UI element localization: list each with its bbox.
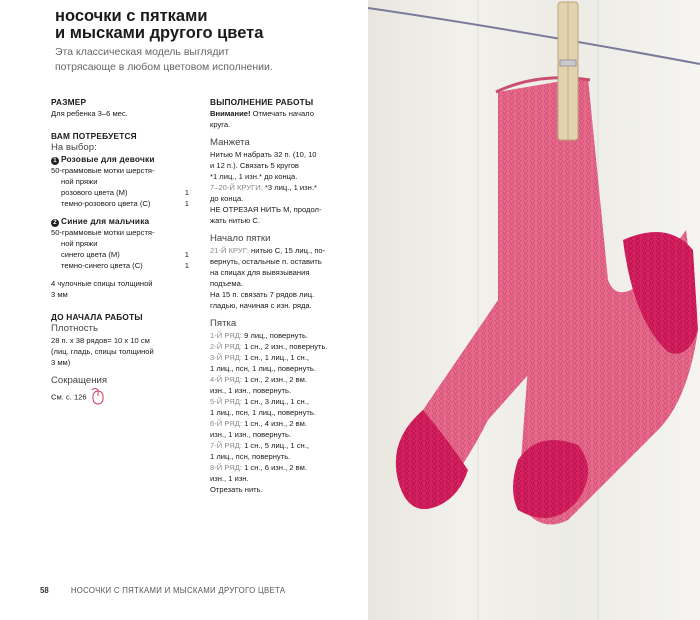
- size-heading: РАЗМЕР: [51, 97, 87, 107]
- title-line-2: и мысками другого цвета: [55, 24, 264, 42]
- option-2-title: [51, 216, 201, 227]
- heel-row: [210, 396, 360, 407]
- heel-row: [210, 407, 360, 418]
- row-text: 1 сн., 6 изн., 2 вм.: [241, 463, 307, 472]
- cuff-line: Нитью М набрать 32 п. (10, 10: [210, 150, 317, 159]
- option-2-yarn-2: ной пряжи: [61, 239, 98, 248]
- row-text: изн., 1 изн., повернуть.: [210, 386, 292, 395]
- color-qty: 1: [184, 199, 189, 208]
- row-text: 1 сн., 2 изн., 2 вм.: [241, 375, 307, 384]
- cut-thread-text: Отрезать нить.: [210, 485, 263, 494]
- option-2-label: Синие для мальчика: [61, 216, 150, 226]
- option-2-colors: [51, 238, 201, 271]
- row-text: 1 лиц., псн, 1 лиц., повернуть.: [210, 364, 316, 373]
- attention-line: [210, 108, 360, 119]
- heel-row: [210, 330, 360, 341]
- row-label: 2-Й РЯД:: [210, 342, 242, 351]
- materials-heading: ВАМ ПОТРЕБУЕТСЯ: [51, 131, 137, 141]
- option-1-color-1: [61, 187, 201, 198]
- option-1-color-2: [61, 198, 201, 209]
- row-label: 6-Й РЯД:: [210, 419, 242, 428]
- clothesline: [368, 8, 700, 64]
- color-name: розового цвета (М): [61, 188, 128, 197]
- option-2-color-2: [61, 260, 201, 271]
- row-label: 21-Й КРУГ:: [210, 246, 249, 255]
- row-text: изн., 1 изн.: [210, 474, 249, 483]
- color-name: темно-розового цвета (С): [61, 199, 151, 208]
- cuff-heading: Манжета: [210, 137, 250, 148]
- heel-row: [210, 462, 360, 473]
- density-label: Плотность: [51, 323, 98, 334]
- heel-start-line: подъема.: [210, 279, 243, 288]
- cuff-line: *1 лиц., 1 изн.* до конца.: [210, 172, 298, 181]
- intro-line-2: потрясающе в любом цветовом исполнении.: [55, 61, 273, 73]
- intro-text: [55, 45, 360, 75]
- color-name: темно-синего цвета (С): [61, 261, 143, 270]
- size-text: Для ребенка 3–6 мес.: [51, 109, 128, 118]
- before-heading: ДО НАЧАЛА РАБОТЫ: [51, 312, 143, 322]
- row-label: 5-Й РЯД:: [210, 397, 242, 406]
- page-footer: [40, 586, 285, 595]
- color-name: синего цвета (М): [61, 250, 120, 259]
- row-text: 1 сн., 1 лиц., 1 сн.,: [241, 353, 309, 362]
- row-label: 7-Й РЯД:: [210, 441, 242, 450]
- cuff-line: [210, 182, 360, 193]
- attention-bold: Внимание!: [210, 109, 251, 118]
- heel-row: [210, 440, 360, 451]
- row-text: 1 сн., 5 лиц., 1 сн.,: [241, 441, 309, 450]
- heel-row: [210, 473, 360, 484]
- heel-start-line: на спицах для вывязывания: [210, 268, 310, 277]
- row-label: 8-Й РЯД:: [210, 463, 242, 472]
- needles-text: 4 чулочные спицы толщиной: [51, 279, 153, 288]
- option-1-number: 1: [51, 157, 59, 165]
- row-text: 9 лиц., повернуть.: [241, 331, 309, 340]
- heel-row: [210, 363, 360, 374]
- mouse-icon: [91, 387, 105, 408]
- abbreviations-label: Сокращения: [51, 375, 108, 386]
- left-column: [51, 97, 201, 408]
- heel-heading: Пятка: [210, 318, 237, 329]
- heel-rows: [210, 330, 360, 484]
- sock-illustration: [368, 0, 700, 620]
- row-label: 4-Й РЯД:: [210, 375, 242, 384]
- abbreviations-page: См. с. 126: [51, 392, 87, 402]
- heel-row: [210, 352, 360, 363]
- heel-row: [210, 374, 360, 385]
- heel-start-heading: Начало пятки: [210, 233, 271, 244]
- row-text: 1 сн., 4 изн., 2 вм.: [241, 419, 307, 428]
- option-1-label: Розовые для девочки: [61, 154, 155, 164]
- abbreviations-ref[interactable]: [51, 387, 201, 408]
- cuff-line: и 12 п.). Связать 5 кругов: [210, 161, 299, 170]
- page-number: 58: [40, 586, 49, 595]
- row-text: 1 лиц., псн, повернуть.: [210, 452, 291, 461]
- cuff-line: НЕ ОТРЕЗАЯ НИТЬ М, продол-: [210, 205, 322, 214]
- density-text-2: (лиц. гладь, спицы толщиной: [51, 347, 154, 356]
- row-text: *3 лиц., 1 изн.*: [262, 183, 317, 192]
- sock-photo: [368, 0, 700, 620]
- heel-row: [210, 385, 360, 396]
- option-1-yarn-2: ной пряжи: [61, 177, 98, 186]
- intro-line-1: Эта классическая модель выглядит: [55, 46, 230, 58]
- density-text-1: 28 п. х 38 рядов= 10 х 10 см: [51, 336, 150, 345]
- heel-start-line: гладью, начиная с изн. ряда.: [210, 301, 312, 310]
- option-1-title: [51, 154, 201, 165]
- option-2-color-1: [61, 249, 201, 260]
- cuff-line: до конца.: [210, 194, 244, 203]
- heel-row: [210, 429, 360, 440]
- attention-line-2: круга.: [210, 120, 231, 129]
- row-label: 1-Й РЯД:: [210, 331, 242, 340]
- choice-label: На выбор:: [51, 142, 97, 153]
- color-qty: 1: [184, 250, 189, 259]
- work-heading: ВЫПОЛНЕНИЕ РАБОТЫ: [210, 97, 314, 107]
- title-line-1: носочки с пятками: [55, 7, 208, 25]
- needles-size: 3 мм: [51, 290, 68, 299]
- color-qty: 1: [184, 261, 189, 270]
- option-2-yarn: 50-граммовые мотки шерстя-: [51, 228, 155, 237]
- right-column: [210, 97, 360, 495]
- row-text: изн., 1 изн., повернуть.: [210, 430, 292, 439]
- heel-start-line: На 15 п. связать 7 рядов лиц.: [210, 290, 315, 299]
- row-text: 1 сн., 2 изн., повернуть.: [241, 342, 328, 351]
- page-title: [55, 8, 355, 42]
- cuff-line: жать нитью С.: [210, 216, 260, 225]
- row-text: 1 сн., 3 лиц., 1 сн.,: [241, 397, 309, 406]
- heel-row: [210, 341, 360, 352]
- row-text: 1 лиц., псн, 1 лиц., повернуть.: [210, 408, 316, 417]
- heel-start-line: [210, 245, 360, 256]
- heel-row: [210, 451, 360, 462]
- running-title: НОСОЧКИ С ПЯТКАМИ И МЫСКАМИ ДРУГОГО ЦВЕТА: [70, 586, 286, 595]
- option-1-yarn: 50-граммовые мотки шерстя-: [51, 166, 155, 175]
- option-1-colors: [51, 176, 201, 209]
- heel-row: [210, 418, 360, 429]
- row-label: 7–20-Й КРУГИ:: [210, 183, 263, 192]
- heel-start-line: вернуть, остальные п. оставить: [210, 257, 322, 266]
- density-text-3: 3 мм): [51, 358, 71, 367]
- color-qty: 1: [184, 188, 189, 197]
- row-text: нитью С, 15 лиц., по-: [248, 246, 326, 255]
- option-2-number: 2: [51, 219, 59, 227]
- attention-text: Отмечать начало: [250, 109, 314, 118]
- row-label: 3-Й РЯД:: [210, 353, 242, 362]
